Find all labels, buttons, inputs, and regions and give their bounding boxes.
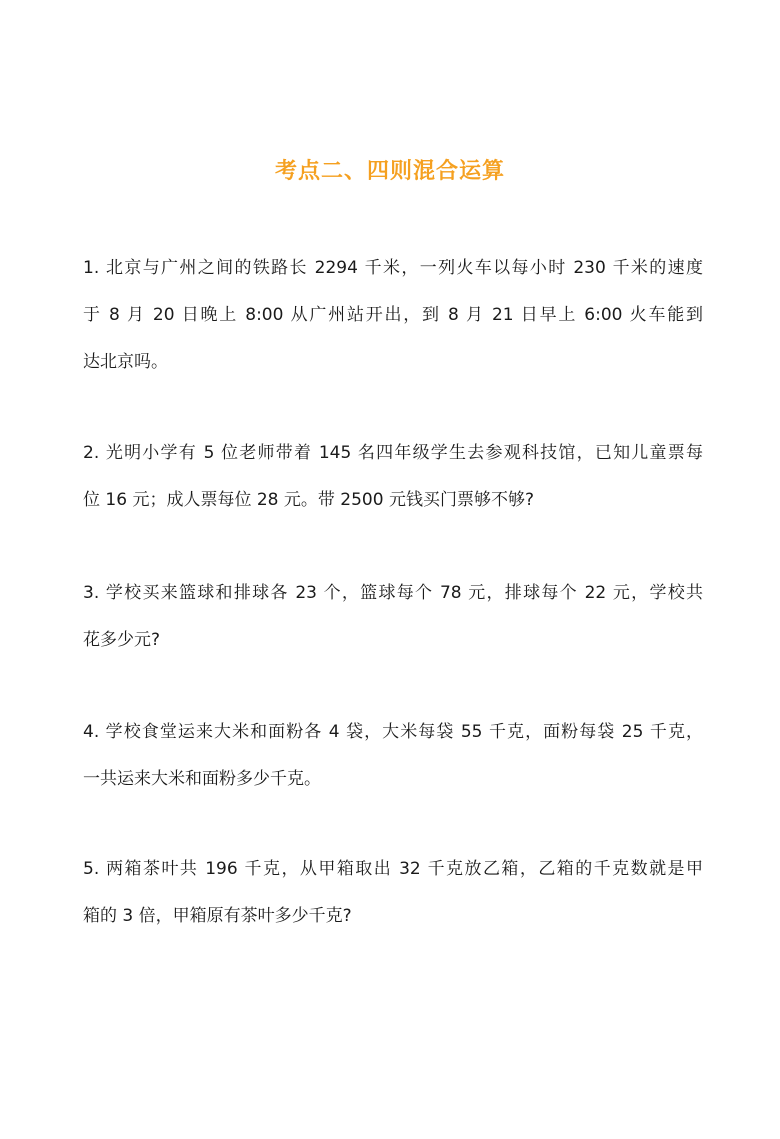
- question-line: 5. 两箱茶叶共 196 千克，从甲箱取出 32 千克放乙箱，乙箱的千克数就是甲: [83, 859, 703, 879]
- question-1: [83, 245, 703, 386]
- question-3: [83, 570, 703, 664]
- question-line: 花多少元?: [83, 630, 161, 650]
- question-4: [83, 709, 703, 803]
- question-line: 于 8 月 20 日晚上 8:00 从广州站开出，到 8 月 21 日早上 6:00 火车能到: [83, 305, 703, 325]
- question-2: [83, 430, 703, 524]
- question-line: 一共运来大米和面粉多少千克。: [83, 769, 321, 789]
- page-title: 考点二、四则混合运算: [274, 159, 505, 184]
- question-line: 1. 北京与广州之间的铁路长 2294 千米，一列火车以每小时 230 千米的速度: [83, 258, 703, 278]
- question-line: 2. 光明小学有 5 位老师带着 145 名四年级学生去参观科技馆，已知儿童票每: [83, 443, 703, 463]
- question-5: [83, 846, 703, 940]
- question-line: 3. 学校买来篮球和排球各 23 个，篮球每个 78 元，排球每个 22 元，学校共: [83, 583, 703, 603]
- question-line: 箱的 3 倍，甲箱原有茶叶多少千克?: [83, 906, 352, 926]
- question-line: 位 16 元；成人票每位 28 元。带 2500 元钱买门票够不够?: [83, 490, 534, 510]
- question-line: 达北京吗。: [83, 352, 168, 372]
- question-line: 4. 学校食堂运来大米和面粉各 4 袋，大米每袋 55 千克，面粉每袋 25 千克，: [83, 722, 703, 742]
